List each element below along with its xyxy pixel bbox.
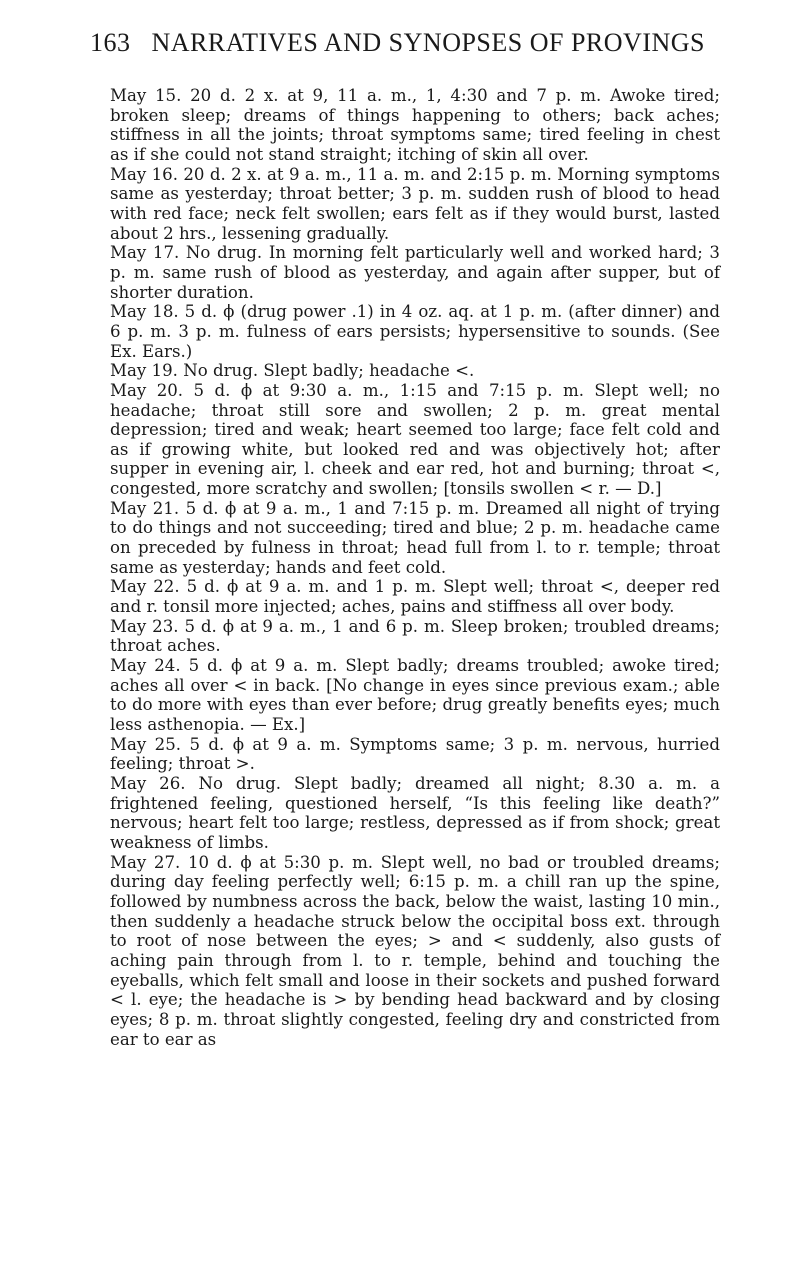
entry-may-20: May 20. 5 d. ϕ at 9:30 a. m., 1:15 and 7:15 p. m. Slept well; no headache; throat still sore and swollen; 2 p. m. great mental depression; tired and weak; heart seemed too large; face felt cold and as if growing white, but looked red and was objectively hot; after supper in evening air, l. cheek and ear red, hot and burning; throat <, congested, more scratchy and swollen; [tonsils swollen < r. — D.] [110, 380, 720, 499]
running-header [90, 28, 740, 58]
entry-may-17: May 17. No drug. In morning felt particularly well and worked hard; 3 p. m. same rush of blood as yesterday, and again after supper, but of shorter duration. [110, 243, 720, 302]
entry-may-15: May 15. 20 d. 2 x. at 9, 11 a. m., 1, 4:30 and 7 p. m. Awoke tired; broken sleep; dreams of things happening to others; back aches; stiffness in all the joints; throat symptoms same; tired feeling in chest as if she could not stand straight; itching of skin all over. [110, 86, 720, 164]
entry-may-18: May 18. 5 d. ϕ (drug power .1) in 4 oz. aq. at 1 p. m. (after dinner) and 6 p. m. 3 p. m. fulness of ears persists; hypersensitive to sounds. (See Ex. Ears.) [110, 302, 720, 361]
entry-may-21: May 21. 5 d. ϕ at 9 a. m., 1 and 7:15 p. m. Dreamed all night of trying to do things and not succeeding; tired and blue; 2 p. m. headache came on preceded by fulness in throat; head full from l. to r. temple; throat same as yesterday; hands and feet cold. [110, 498, 720, 577]
entry-may-23: May 23. 5 d. ϕ at 9 a. m., 1 and 6 p. m. Sleep broken; troubled dreams; throat aches. [110, 616, 720, 656]
entry-may-27: May 27. 10 d. ϕ at 5:30 p. m. Slept well, no bad or troubled dreams; during day feeling perfectly well; 6:15 p. m. a chill ran up the spine, followed by numbness across the back, below the waist, lasting 10 min., then suddenly a headache struck below the occipital boss ext. through to root of nose between the eyes; > and < suddenly, also gusts of aching pain through from l. to r. temple, behind and touching the eyeballs, which felt small and loose in their sockets and pushed forward < l. eye; the headache is > by bending head backward and by closing eyes; 8 p. m. throat slightly congested, feeling dry and constricted from ear to ear as [110, 852, 720, 1049]
entry-may-19: May 19. No drug. Slept badly; headache <. [110, 361, 475, 381]
body-text [110, 86, 720, 1049]
entry-may-24: May 24. 5 d. ϕ at 9 a. m. Slept badly; dreams troubled; awoke tired; aches all over < in back. [No change in eyes since previous exam.; able to do more with eyes than ever before; drug greatly benefits eyes; much less asthenopia. — Ex.] [110, 656, 720, 734]
entry-may-26: May 26. No drug. Slept badly; dreamed all night; 8.30 a. m. a frightened feeling, questioned herself, “Is this feeling like death?” nervous; heart felt too large; restless, depressed as if from shock; great weakness of limbs. [110, 773, 720, 852]
entry-may-16: May 16. 20 d. 2 x. at 9 a. m., 11 a. m. and 2:15 p. m. Morning symptoms same as yesterday; throat better; 3 p. m. sudden rush of blood to head with red face; neck felt swollen; ears felt as if they would burst, lasted about 2 hrs., lessening gradually. [110, 164, 720, 243]
entry-may-22: May 22. 5 d. ϕ at 9 a. m. and 1 p. m. Slept well; throat <, deeper red and r. tonsil more injected; aches, pains and stiffness all over body. [110, 577, 720, 617]
page-number: 163 [90, 28, 131, 57]
running-title: NARRATIVES AND SYNOPSES OF PROVINGS [151, 28, 705, 57]
entry-may-25: May 25. 5 d. ϕ at 9 a. m. Symptoms same; 3 p. m. nervous, hurried feeling; throat >. [110, 734, 720, 774]
